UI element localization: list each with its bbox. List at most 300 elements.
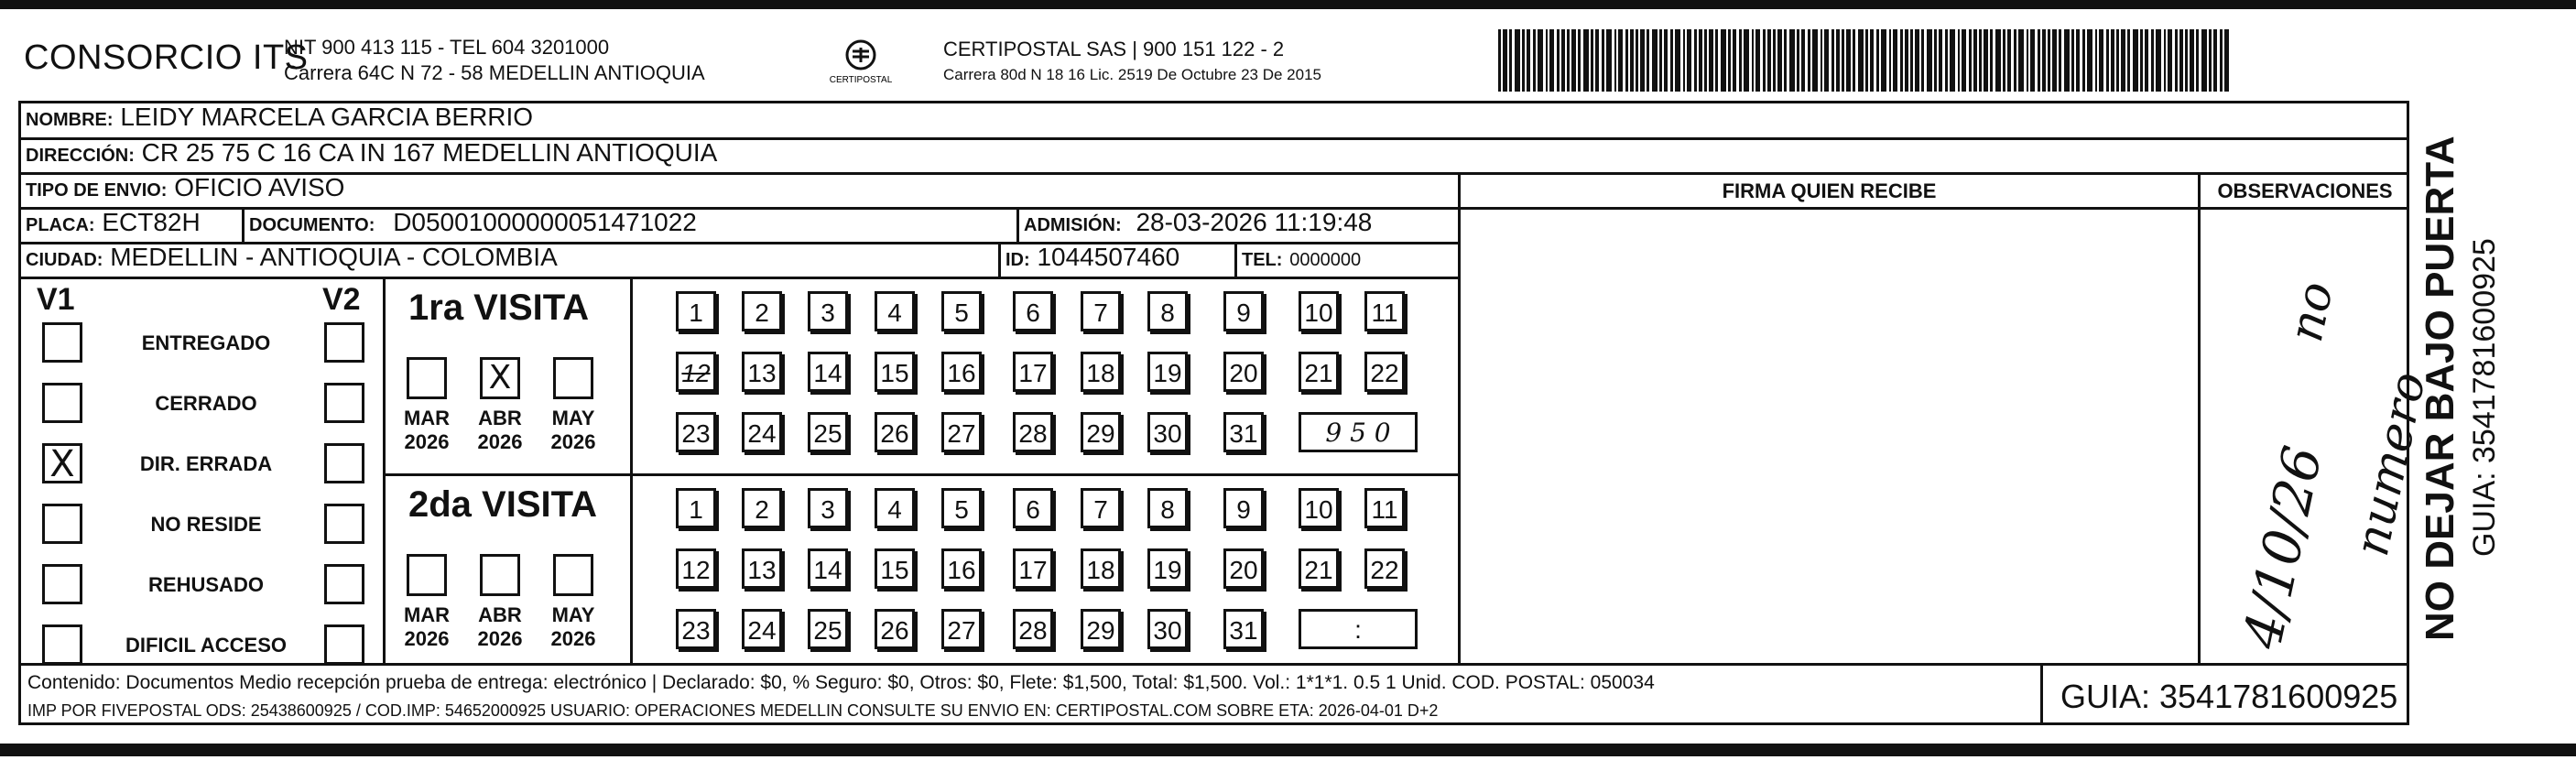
day-checkbox[interactable]: 8: [1147, 488, 1188, 528]
barcode-bar: [1498, 29, 1501, 92]
no-dejar-bajo-puerta: NO DEJAR BAJO PUERTA: [2418, 136, 2462, 641]
status-v1-checkbox[interactable]: [42, 322, 82, 363]
barcode-bar: [1683, 29, 1685, 92]
observacion-no: no: [2278, 277, 2345, 347]
barcode-bar: [1969, 29, 1972, 92]
barcode-bar: [1950, 29, 1955, 92]
month-name: MAR: [403, 603, 451, 626]
barcode-bar: [2076, 29, 2080, 92]
day-checkbox[interactable]: 19: [1147, 352, 1188, 392]
admision-label: ADMISIÓN:: [1024, 215, 1122, 235]
day-checkbox[interactable]: 18: [1081, 548, 1121, 589]
tipo-row: [26, 173, 344, 202]
day-checkbox[interactable]: 17: [1013, 352, 1053, 392]
rule: [18, 277, 1460, 279]
footer-guia: GUIA: 3541781600925: [2060, 678, 2398, 715]
checkbox-mark: [327, 446, 362, 481]
status-v2-checkbox[interactable]: [324, 322, 364, 363]
day-checkbox[interactable]: 29: [1081, 412, 1121, 452]
visit-title: 1ra VISITA: [408, 288, 590, 328]
barcode-bar: [1812, 29, 1818, 92]
admision-value: 28-03-2026 11:19:48: [1136, 208, 1373, 236]
barcode-bar: [1939, 29, 1942, 92]
barcode-bar: [2007, 29, 2011, 92]
checkbox-mark: X: [488, 359, 512, 396]
month-year: 2026: [477, 627, 523, 650]
barcode-bar: [1870, 29, 1874, 92]
month-label: [546, 407, 601, 454]
day-checkbox[interactable]: 5: [941, 488, 982, 528]
barcode-bar: [1858, 29, 1864, 92]
barcode-bar: [1767, 29, 1771, 92]
firma-heading: FIRMA QUIEN RECIBE: [1722, 179, 1937, 202]
barcode-bar: [1591, 29, 1593, 92]
status-v2-checkbox[interactable]: [324, 383, 364, 423]
barcode-bar: [2201, 29, 2207, 92]
top-border: [0, 0, 2576, 9]
barcode-bar: [1625, 29, 1628, 92]
barcode-bar: [1675, 29, 1680, 92]
barcode-bar: [2133, 29, 2138, 92]
day-checkbox[interactable]: 27: [941, 412, 982, 452]
month-name: MAR: [403, 407, 451, 429]
month-name: ABR: [478, 603, 522, 626]
day-checkbox[interactable]: 2: [742, 488, 782, 528]
day-checkbox[interactable]: 23: [676, 412, 716, 452]
status-v1-checkbox[interactable]: [42, 443, 82, 483]
status-v1-checkbox[interactable]: [42, 504, 82, 544]
barcode-bar: [1984, 29, 1988, 92]
barcode-bar: [2048, 29, 2050, 92]
barcode-bar: [1546, 29, 1548, 92]
day-checkbox[interactable]: 28: [1013, 609, 1053, 649]
nombre-row: [26, 103, 533, 132]
day-checkbox[interactable]: 26: [875, 412, 915, 452]
barcode-bar: [1876, 29, 1879, 92]
day-checkbox[interactable]: 31: [1223, 412, 1264, 452]
month-year: 2026: [550, 430, 596, 453]
barcode-bar: [1773, 29, 1776, 92]
day-checkbox[interactable]: 17: [1013, 548, 1053, 589]
day-checkbox[interactable]: 13: [742, 352, 782, 392]
month-year: 2026: [404, 430, 450, 453]
month-checkbox-mar[interactable]: [407, 357, 447, 399]
month-checkbox-abr[interactable]: [480, 554, 520, 596]
barcode-bar: [2127, 29, 2130, 92]
barcode-bar: [1889, 29, 1891, 92]
rule: [1234, 242, 1237, 277]
barcode-bar: [2030, 29, 2035, 92]
day-checkbox[interactable]: 30: [1147, 412, 1188, 452]
direccion-label: DIRECCIÓN:: [26, 146, 135, 166]
barcode-bar: [1797, 29, 1799, 92]
tel-label: TEL:: [1242, 250, 1283, 270]
status-v2-checkbox[interactable]: [324, 443, 364, 483]
bottom-border: [0, 744, 2576, 756]
barcode-bar: [2164, 29, 2166, 92]
barcode-bar: [1784, 29, 1787, 92]
barcode-bar: [1893, 29, 1897, 92]
barcode-bar: [2175, 29, 2178, 92]
address-line: Carrera 64C N 72 - 58 MEDELLIN ANTIOQUIA: [284, 61, 705, 84]
rule: [2198, 207, 2409, 210]
barcode-bar: [1527, 29, 1530, 92]
barcode-bar: [2087, 29, 2092, 92]
barcode-bar: [1733, 29, 1736, 92]
visit-time-field[interactable]: :: [1299, 609, 1418, 649]
day-checkbox[interactable]: 6: [1013, 488, 1053, 528]
status-label: REHUSADO: [148, 573, 264, 596]
barcode-bar: [1789, 29, 1795, 92]
barcode-bar: [1962, 29, 1966, 92]
day-checkbox[interactable]: 13: [742, 548, 782, 589]
month-label: [473, 603, 527, 651]
barcode-bar: [1915, 29, 1919, 92]
certipostal-info: [943, 37, 1321, 88]
barcode-bar: [1739, 29, 1742, 92]
checkbox-mark: [45, 325, 80, 360]
day-checkbox[interactable]: 3: [808, 291, 848, 331]
barcode-bar: [2190, 29, 2194, 92]
rule: [2040, 663, 2043, 725]
rule: [1016, 207, 1019, 242]
rule: [242, 207, 245, 242]
v2-heading: V2: [322, 282, 361, 317]
checkbox-mark: [45, 627, 80, 662]
observaciones-heading: OBSERVACIONES: [2217, 179, 2393, 202]
tipo-label: TIPO DE ENVIO:: [26, 180, 168, 201]
month-checkbox-mar[interactable]: [407, 554, 447, 596]
day-checkbox[interactable]: 12: [676, 352, 716, 392]
month-year: 2026: [404, 627, 450, 650]
ciudad-label: CIUDAD:: [26, 250, 103, 270]
barcode-bar: [1618, 29, 1623, 92]
barcode-bar: [2027, 29, 2028, 92]
barcode-bar: [1905, 29, 1908, 92]
day-checkbox[interactable]: 10: [1299, 291, 1339, 331]
barcode-bar: [1670, 29, 1673, 92]
status-v1-checkbox[interactable]: [42, 564, 82, 604]
month-checkbox-abr[interactable]: [480, 357, 520, 399]
day-checkbox[interactable]: 26: [875, 609, 915, 649]
rule: [18, 172, 2409, 175]
barcode-bar: [2052, 29, 2057, 92]
status-v2-checkbox[interactable]: [324, 564, 364, 604]
barcode-bar: [2213, 29, 2217, 92]
status-v1-checkbox[interactable]: [42, 383, 82, 423]
day-checkbox[interactable]: 5: [941, 291, 982, 331]
barcode-bar: [2042, 29, 2046, 92]
day-checkbox[interactable]: 6: [1013, 291, 1053, 331]
barcode-bar: [1755, 29, 1760, 92]
day-checkbox[interactable]: 29: [1081, 609, 1121, 649]
tel-value: 0000000: [1289, 250, 1362, 270]
rule: [998, 242, 1001, 277]
day-checkbox[interactable]: 1: [676, 291, 716, 331]
month-name: ABR: [478, 407, 522, 429]
barcode-bar: [2071, 29, 2074, 92]
day-checkbox[interactable]: 12: [676, 548, 716, 589]
barcode-bar: [1990, 29, 1993, 92]
direccion-row: [26, 138, 717, 168]
day-checkbox[interactable]: 22: [1364, 352, 1405, 392]
day-checkbox[interactable]: 9: [1223, 291, 1264, 331]
direccion-value: CR 25 75 C 16 CA IN 167 MEDELLIN ANTIOQUIA: [141, 138, 718, 167]
barcode-bar: [1636, 29, 1638, 92]
barcode-bar: [1549, 29, 1554, 92]
day-checkbox[interactable]: 23: [676, 609, 716, 649]
day-checkbox[interactable]: 27: [941, 609, 982, 649]
barcode-bar: [2003, 29, 2005, 92]
observacion-numero: numero: [2344, 367, 2437, 561]
barcode-bar: [2111, 29, 2114, 92]
checkbox-mark: [327, 567, 362, 602]
day-checkbox[interactable]: 18: [1081, 352, 1121, 392]
ciudad-value: MEDELLIN - ANTIOQUIA - COLOMBIA: [110, 243, 558, 271]
day-checkbox[interactable]: 15: [875, 548, 915, 589]
barcode-bar: [1503, 29, 1507, 92]
month-checkbox-may[interactable]: [553, 554, 593, 596]
barcode-bar: [1630, 29, 1634, 92]
month-label: [546, 603, 601, 651]
brand-name: CONSORCIO ITS: [24, 38, 309, 77]
barcode-bar: [2220, 29, 2223, 92]
barcode-bar: [1614, 29, 1616, 92]
barcode-bar: [1571, 29, 1576, 92]
barcode-bar: [1763, 29, 1766, 92]
barcode-bar: [2059, 29, 2061, 92]
barcode-bar: [1509, 29, 1512, 92]
day-checkbox[interactable]: 16: [941, 548, 982, 589]
day-checkbox[interactable]: 4: [875, 488, 915, 528]
company-info: [284, 35, 705, 86]
checkbox-mark: [556, 557, 591, 593]
barcode-bar: [1694, 29, 1697, 92]
day-checkbox[interactable]: 22: [1364, 548, 1405, 589]
barcode-bar: [1699, 29, 1702, 92]
documento-row: [249, 208, 697, 237]
day-checkbox[interactable]: 25: [808, 412, 848, 452]
documento-value: D05001000000051471022: [393, 208, 697, 236]
barcode-bar: [1567, 29, 1570, 92]
barcode-bar: [2018, 29, 2024, 92]
barcode-bar: [1921, 29, 1924, 92]
barcode-bar: [1659, 29, 1662, 92]
v1-heading: V1: [37, 282, 75, 317]
day-checkbox[interactable]: 2: [742, 291, 782, 331]
barcode-bar: [1704, 29, 1707, 92]
rule: [630, 277, 633, 665]
status-label: DIFICIL ACCESO: [125, 634, 287, 657]
barcode-bar: [1752, 29, 1754, 92]
day-checkbox[interactable]: 20: [1223, 352, 1264, 392]
month-year: 2026: [550, 627, 596, 650]
day-checkbox[interactable]: 14: [808, 548, 848, 589]
barcode-bar: [1715, 29, 1718, 92]
barcode-bar: [1958, 29, 1960, 92]
admision-row: [1024, 208, 1372, 237]
barcode-bar: [1900, 29, 1903, 92]
barcode-bar: [1744, 29, 1749, 92]
month-checkbox-may[interactable]: [553, 357, 593, 399]
day-checkbox[interactable]: 1: [676, 488, 716, 528]
certipostal-line: CERTIPOSTAL SAS | 900 151 122 - 2: [943, 38, 1285, 60]
month-label: [473, 407, 527, 454]
day-checkbox[interactable]: 7: [1081, 291, 1121, 331]
day-checkbox[interactable]: 21: [1299, 352, 1339, 392]
footer-contenido: Contenido: Documentos Medio recepción prueba de entrega: electrónico | Declarado: $0, % Seguro: $0, Otros: $0, Flete: $1,500, Total: $1,500. Vol.: 1*1*1. 0.5 1 Unid. COD. POSTAL: 050034: [27, 672, 1655, 693]
tel-row: [1242, 243, 1361, 272]
rule: [1458, 172, 1461, 665]
nit-line: NIT 900 413 115 - TEL 604 3201000: [284, 36, 610, 59]
day-checkbox[interactable]: 8: [1147, 291, 1188, 331]
barcode-bar: [1995, 29, 2001, 92]
checkbox-mark: [327, 385, 362, 420]
footer-impresion: IMP POR FIVEPOSTAL ODS: 25438600925 / COD.IMP: 54652000925 USUARIO: OPERACIONES MEDELLIN CONSULTE SU ENVIO EN: CERTIPOSTAL.COM SOBRE ETA: 2026-04-01 D+2: [27, 701, 1439, 720]
day-checkbox[interactable]: 7: [1081, 488, 1121, 528]
barcode-bar: [1777, 29, 1782, 92]
day-checkbox[interactable]: 14: [808, 352, 848, 392]
barcode-bar: [1808, 29, 1810, 92]
barcode-bar: [2196, 29, 2199, 92]
barcode-bar: [2185, 29, 2188, 92]
day-checkbox[interactable]: 10: [1299, 488, 1339, 528]
barcode-bar: [1709, 29, 1713, 92]
checkbox-mark: X: [49, 443, 75, 485]
barcode-bar: [1578, 29, 1581, 92]
checkbox-mark: [409, 360, 444, 396]
barcode-bar: [1522, 29, 1525, 92]
barcode-bar: [2082, 29, 2085, 92]
visit-time-field[interactable]: 9 5 0: [1299, 412, 1418, 452]
id-row: [1005, 243, 1179, 272]
status-label: DIR. ERRADA: [139, 452, 273, 475]
barcode-bar: [2168, 29, 2172, 92]
barcode-bar: [1652, 29, 1658, 92]
barcode-bar: [1664, 29, 1668, 92]
barcode-bar: [2179, 29, 2183, 92]
barcode-bar: [2095, 29, 2097, 92]
checkbox-mark: [45, 385, 80, 420]
barcode-bar: [1934, 29, 1937, 92]
visit-title: 2da VISITA: [408, 484, 597, 525]
day-checkbox[interactable]: 9: [1223, 488, 1264, 528]
day-checkbox[interactable]: 15: [875, 352, 915, 392]
checkbox-mark: [483, 557, 517, 593]
barcode-bar: [1910, 29, 1913, 92]
side-guia: GUIA: 3541781600925: [2467, 238, 2502, 557]
nombre-value: LEIDY MARCELA GARCIA BERRIO: [120, 103, 534, 131]
barcode-bar: [1846, 29, 1851, 92]
barcode-bar: [2224, 29, 2229, 92]
placa-row: [26, 208, 201, 237]
day-checkbox[interactable]: 24: [742, 609, 782, 649]
barcode-bar: [1515, 29, 1520, 92]
barcode-bar: [2156, 29, 2161, 92]
barcode-bar: [2099, 29, 2103, 92]
barcode-bar: [1836, 29, 1840, 92]
barcode-bar: [1824, 29, 1829, 92]
barcode-bar: [1595, 29, 1599, 92]
barcode-bar: [1927, 29, 1932, 92]
rule: [18, 663, 2409, 666]
id-value: 1044507460: [1037, 243, 1180, 271]
status-v1-checkbox[interactable]: [42, 624, 82, 665]
barcode-bar: [1853, 29, 1855, 92]
barcode-bar: [1831, 29, 1834, 92]
barcode-bar: [1842, 29, 1844, 92]
checkbox-mark: [327, 506, 362, 541]
barcode-bar: [1728, 29, 1731, 92]
checkbox-mark: [327, 627, 362, 662]
barcode-bar: [1687, 29, 1691, 92]
barcode-bar: [2140, 29, 2143, 92]
status-v2-checkbox[interactable]: [324, 624, 364, 665]
barcode-bar: [1602, 29, 1604, 92]
barcode-bar: [2151, 29, 2154, 92]
tipo-value: OFICIO AVISO: [174, 173, 345, 201]
documento-label: DOCUMENTO:: [249, 215, 375, 235]
ciudad-row: [26, 243, 558, 272]
barcode-bar: [1973, 29, 1977, 92]
status-label: ENTREGADO: [141, 331, 271, 354]
barcode-bar: [1647, 29, 1649, 92]
status-v2-checkbox[interactable]: [324, 504, 364, 544]
rule: [383, 277, 386, 665]
rule: [2198, 172, 2201, 665]
barcode-bar: [1801, 29, 1805, 92]
barcode-bar: [2121, 29, 2125, 92]
day-checkbox[interactable]: 16: [941, 352, 982, 392]
barcode-bar: [1533, 29, 1536, 92]
month-name: MAY: [551, 407, 595, 429]
checkbox-mark: [556, 360, 591, 396]
day-checkbox[interactable]: 25: [808, 609, 848, 649]
day-checkbox[interactable]: 24: [742, 412, 782, 452]
barcode-bar: [2064, 29, 2070, 92]
day-checkbox[interactable]: 31: [1223, 609, 1264, 649]
placa-label: PLACA:: [26, 215, 95, 235]
nombre-label: NOMBRE:: [26, 110, 114, 130]
barcode-bar: [1865, 29, 1868, 92]
month-name: MAY: [551, 603, 595, 626]
barcode-bar: [1606, 29, 1612, 92]
logo-text: CERTIPOSTAL: [829, 75, 893, 85]
month-label: [399, 407, 454, 454]
barcode-bar: [1561, 29, 1565, 92]
barcode-bar: [1979, 29, 1982, 92]
barcode-bar: [2014, 29, 2016, 92]
status-label: CERRADO: [155, 392, 257, 415]
month-year: 2026: [477, 430, 523, 453]
barcode-bar: [2209, 29, 2212, 92]
day-checkbox[interactable]: 11: [1364, 291, 1405, 331]
day-checkbox[interactable]: 19: [1147, 548, 1188, 589]
day-checkbox[interactable]: 21: [1299, 548, 1339, 589]
observacion-date: 4/10/26: [2231, 440, 2335, 655]
certipostal-sub: Carrera 80d N 18 16 Lic. 2519 De Octubre 23 De 2015: [943, 66, 1321, 83]
day-checkbox[interactable]: 28: [1013, 412, 1053, 452]
barcode-bar: [2116, 29, 2119, 92]
day-checkbox[interactable]: 30: [1147, 609, 1188, 649]
day-checkbox[interactable]: 3: [808, 488, 848, 528]
barcode-bar: [1721, 29, 1726, 92]
day-checkbox[interactable]: 4: [875, 291, 915, 331]
day-checkbox[interactable]: 11: [1364, 488, 1405, 528]
day-checkbox[interactable]: 20: [1223, 548, 1264, 589]
barcode-icon: [1498, 29, 2229, 92]
barcode-bar: [1557, 29, 1560, 92]
